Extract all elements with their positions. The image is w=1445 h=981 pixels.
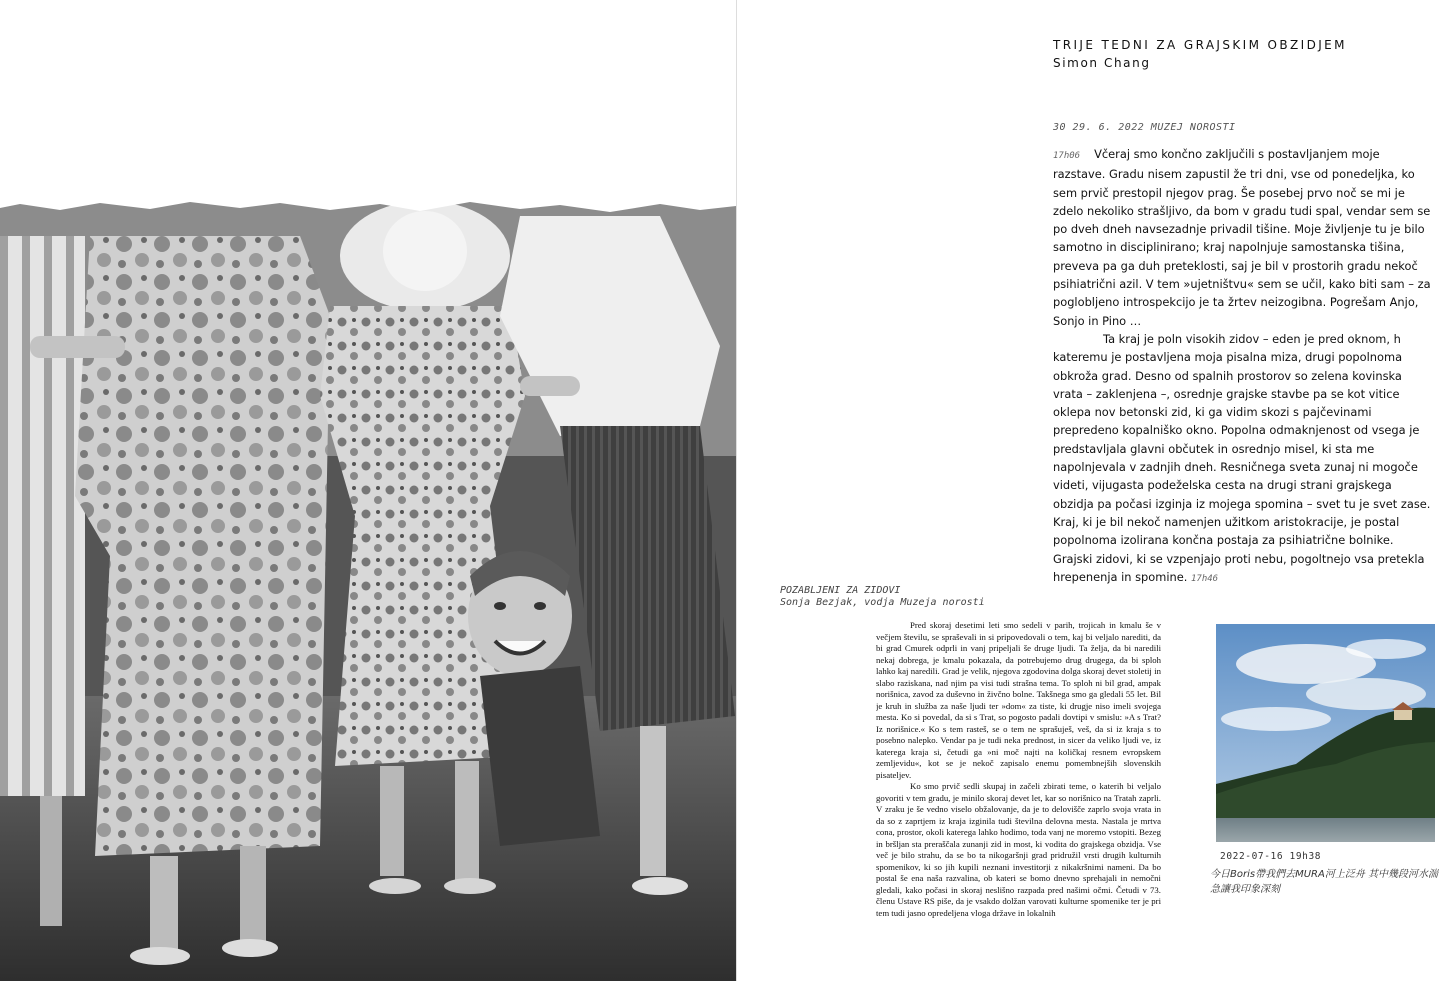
- article-paragraph: Ko smo prvič sedli skupaj in začeli zbirati teme, o katerih bi veljalo govoriti v tem gradu, je minilo skoraj devet let, kar so norišnico na Tratah zaprli. V zraku je še vedno viselo obžalovanje, da je to delovišče zaprlo svoja vrata in da so z zaprtjem iz kraja izginila tudi številna delovna mesta. Nastala je mrtva cona, prostor, okoli katerega lahko hodimo, toda vanj ne moremo vstopiti. Bezeg in bršljan sta preraščala zunanji zid in most, ki vodita do grajskega obzidja. Vse več je bilo strahu, da se bo ta nikogaršnji grad pridružil vrsti drugih kulturnih spomenikov, ki so jih kupili neznani investitorji z nikakršnimi nameni. Da bo postal še ena naša razvalina, ob kateri se bomo dnevno sprehajali in nemočni gledali, kako počasi in skoraj neslišno razpada pred našimi očmi. Četudi v 73. členu Ustave RS piše, da je vsakdo dolžan varovati kulturne spomenike ter je pri tem tudi jasno opredeljena vloga države in lokalnih: [876, 781, 1161, 918]
- diary-paragraph-2-text: Ta kraj je poln visokih zidov – eden je pred oknom, h kateremu je postavljena moja pisalna miza, drugi popolnoma obkroža grad. Desno od spalnih prostorov so zelena kovinska vrata – zaklenjena –, osrednje grajske stavbe pa se kot vitice oklepa nov betonski zid, ki ga vidim skozi s pajčevinami prepredeno kopalniško okno. Popolna odmaknjenost od vsega je predstavljala glavni občutek in osrednjo misel, ki sta me napolnjevala v zadnjih dneh. Resničnega sveta zunaj ni mogoče videti, vijugasta podeželska cesta na drugi strani grajskega obzidja pa počasi izginja iz mojega spomina – svet tu je svet zase. Kraj, ki je bil nekoč namenjen užitkom aristokracije, je postal popolnoma izolirana končna postaja za psihiatrične bolnike. Grajski zidovi, ki se vzpenjajo proti nebu, pogoltnejo vsa pretekla hrepenenja in spomine.: [1053, 331, 1431, 584]
- torn-paper-edge: [0, 196, 736, 226]
- diary-paragraph-1: [1053, 145, 1433, 330]
- group-photograph: [0, 196, 736, 981]
- landscape-illustration: [1216, 624, 1435, 842]
- article-title: TRIJE TEDNI ZA GRAJSKIM OBZIDJEM: [1053, 38, 1347, 52]
- article-body: [876, 620, 1161, 952]
- diary-entry: [1053, 145, 1433, 588]
- diary-paragraph-1-text: Včeraj smo končno zaključili s postavljanjem moje razstave. Gradu nisem zapustil že tri dni, vse od ponedeljka, ko sem prvič prestopil njegov prag. Še posebej prvo noč se mi je zdelo nekoliko strašljivo, da bom v gradu tudi spal, vendar sem se po dveh dneh navsezadnje privadil tišine. Moje življenje tu je bilo samotno in disciplinirano; kraj napolnjuje samostanska tišina, preveva pa ga duh preteklosti, saj je bil v prostorih gradu nekoč psihiatrični azil. V tem »ujetništvu« sem se učil, kako biti sam – za poglobljeno introspekcijo je ta žrtev neizogibna. Pogrešam Anjo, Sonjo in Pino …: [1053, 147, 1431, 328]
- landscape-caption-text: 今日Boris帶我們去MURA河上泛舟 其中幾段河水湍急讓我印象深刻: [1210, 869, 1438, 895]
- section-heading: POZABLJENI ZA ZIDOVI: [780, 585, 901, 596]
- river-landscape-photo: [1216, 624, 1435, 842]
- page-spine: [736, 0, 737, 981]
- diary-time-start: 17h06: [1053, 151, 1081, 161]
- article-author: Simon Chang: [1053, 56, 1151, 70]
- diary-paragraph-2: [1053, 330, 1433, 588]
- article-paragraph: Pred skoraj desetimi leti smo sedeli v parih, trojicah in kmalu še v večjem številu, se spraševali in si pripovedovali o tem, kaj bi veljalo narediti, da bi grad Cmurek odprli in vanj pripeljali še druge ljudi. Ta želja, da bi naredili nekaj dobrega, je kmalu pokazala, da potrebujemo drug drugega, da bi sploh lahko kaj naredili. Grad je velik, njegova zgodovina dolga skoraj devet stoletij in slabo raziskana, nad njim pa visi tudi strašna tema. To sploh ni bil grad, ampak norišnica, zavod za duševno in živčno bolne. Takšnega smo ga gledali 55 let. Bil je kruh in služba za naše ljudi ter »dom« za tiste, ki drugje niso imeli svojega mesta. Ko si povedal, da si s Trat, so pogosto padali dovtipi v smislu: »A s Trat? Iz norišnice.« Ko s tem rasteš, se o tem ne sprašuješ, veš, da si iz kraja s to posebno nalepko. Vendar pa je tudi neka prednost, in sicer da veliko ljudi ve, iz katerega kraja si, četudi ga »ni moč najti na količkaj resnem evropskem zemljevidu«, kot se je nekoč zapisalo enemu pomembnejših slovenskih pisateljev.: [876, 620, 1161, 780]
- landscape-caption-date: 2022-07-16 19h38: [1220, 851, 1322, 862]
- section-heading-block: [780, 585, 985, 609]
- diary-date-note: 30 29. 6. 2022 MUZEJ NOROSTI: [1053, 122, 1236, 133]
- diary-time-end: 17h46: [1190, 573, 1219, 584]
- section-subheading: Sonja Bezjak, vodja Muzeja norosti: [780, 597, 985, 608]
- photo-illustration: [0, 196, 736, 981]
